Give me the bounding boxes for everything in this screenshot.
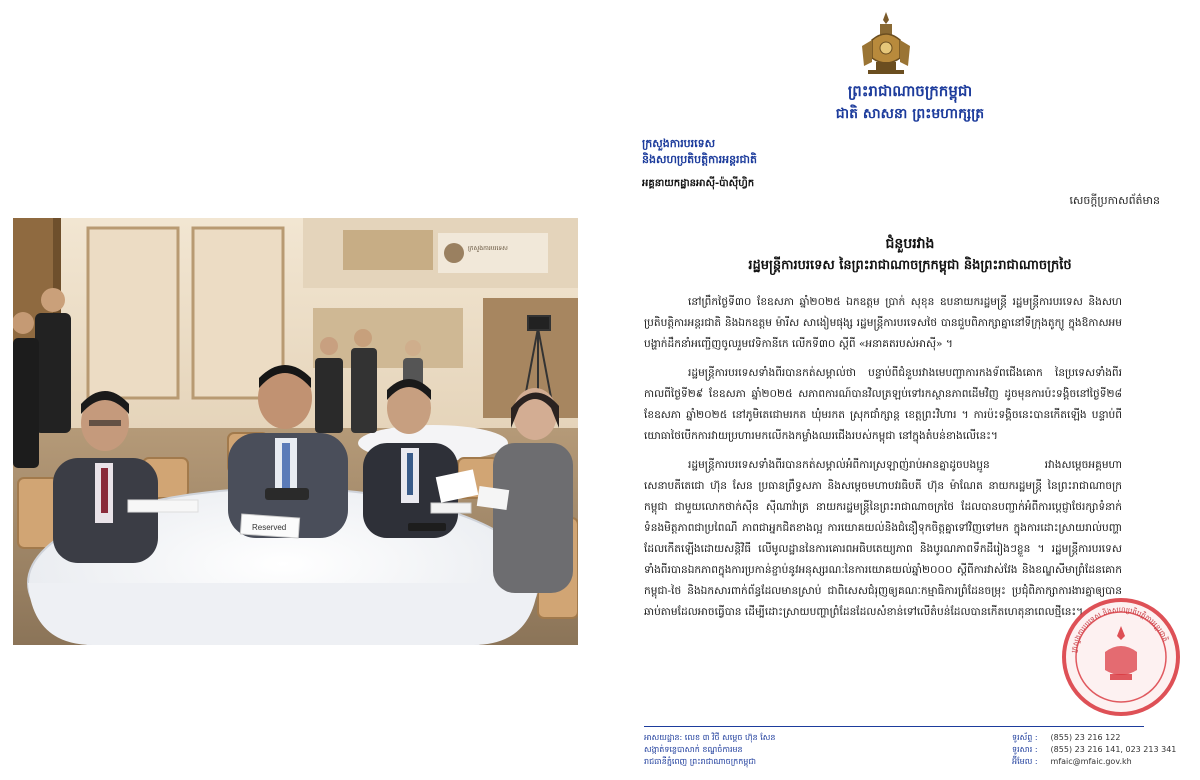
- email-row: [1012, 756, 1176, 768]
- reserved-card: [240, 514, 299, 538]
- footer-divider: [644, 726, 1144, 727]
- seal-text: ក្រសួងការបរទេស និងសហប្រតិបត្តិការអន្តរជាតិ: [1070, 605, 1170, 654]
- headline-line-2: រដ្ឋមន្ត្រីការបរទេស នៃព្រះរាជាណាចក្រកម្ពុជា និងព្រះរាជាណាចក្រថៃ: [748, 258, 1072, 273]
- department-name: អគ្គនាយកដ្ឋានអាស៊ី-ប៉ាស៊ីហ្វិក: [642, 178, 755, 189]
- paragraph-1: នៅព្រឹកថ្ងៃទី៣០ ខែឧសភា ឆ្នាំ២០២៥ ឯកឧត្តម ប្រាក់ សុខុន ឧបនាយករដ្ឋមន្ត្រី រដ្ឋមន្ត្រីការបរទេស និងសហប្រតិបត្តិការអន្តរជាតិ និងឯកឧត្តម ម៉ារីស សាងៀមផុង្ស រដ្ឋមន្ត្រីការបរទេសថៃ បានជួបពិភាក្សាគ្នានៅទីក្រុងតូក្យូ ក្នុងឱកាសអមបង្ហាក់ដឹកនាំអញ្ជើញចូលរួមវេទិកានីកេ លើកទី៣០ ស្តីពី «អនាគតរបស់អាស៊ី» ។: [644, 296, 1122, 350]
- email-value: mfaic@mfaic.gov.kh: [1050, 757, 1132, 766]
- fax-value: (855) 23 216 141, 023 213 341: [1050, 745, 1177, 754]
- paragraph-3: រដ្ឋមន្ត្រីការបរទេសទាំងពីរបានកត់សម្គាល់អំពីការស្រឡាញ់រាប់អានគ្នាដូចបងប្អូន រវាងសម្តេចអគ្គមហាសេនាបតីតេជោ ហ៊ុន សែន ប្រធានព្រឹទ្ធសភា និងសម្តេចមហាបវរធិបតី ហ៊ុន ម៉ាណែត នាយករដ្ឋមន្ត្រី នៃព្រះរាជាណាចក្រកម្ពុជា ជាមួយលោកថាក់ស៊ីន ស៊ីណាវ៉ាត្រ នាយករដ្ឋមន្ត្រីនៃព្រះរាជាណាចក្រថៃ ដែលបានបញ្ជាក់អំពីការប្តេជ្ញាថែរក្សាទំនាក់ទំនងមិត្តភាពជាប្រពៃណី ភាពជាអ្នកជិតខាងល្អ ការយោគយល់និងជំនឿទុកចិត្តគ្នាទៅវិញទៅមក ក្នុងការដោះស្រាយរាល់បញ្ហាដែលកើតឡើងដោយសន្តិវិធី លើមូលដ្ឋាននៃការគោរពអធិបតេយ្យភាព និងបូរណភាពទឹកដីរៀងៗខ្លួន ។ រដ្ឋមន្ត្រីការបរទេសទាំងពីរបានឯកភាពក្នុងការប្រកាន់ខ្ជាប់នូវអនុស្សរណៈនៃការយោគយល់ឆ្នាំ២០០០ ស្តីពីការវាស់វែង និងខណ្ឌសីមាព្រំដែនគោកកម្ពុជា-ថៃ និងឯកសារពាក់ព័ន្ធដែលមានស្រាប់ ជាពិសេសជំរុញឲ្យគណៈកម្មាធិការព្រំដែនចម្រុះ ប្រជុំពិភាក្សាការងារគ្នាឲ្យបានឆាប់តាមដែលអាចធ្វើបាន ដើម្បីដោះស្រាយបញ្ហាព្រំដែនដែលសំខាន់ទៅលើតំបន់ដែលបានកើតហេតុនាពេលថ្មីនេះ។: [644, 459, 1122, 618]
- address-line-3: រាជធានីភ្នំពេញ ព្រះរាជាណាចក្រកម្ពុជា: [644, 757, 756, 766]
- footer-contacts: [1012, 732, 1176, 768]
- official-seal: [1060, 596, 1182, 718]
- press-release-document: [620, 0, 1200, 780]
- fax-row: [1012, 744, 1176, 756]
- phone-value: (855) 23 216 122: [1050, 733, 1121, 742]
- meeting-photo: [13, 218, 578, 645]
- headline-line-1: ជំនួបរវាង: [885, 236, 935, 252]
- wall-logo: [438, 233, 548, 273]
- ministry-name-line-1: ក្រសួងការបរទេស: [642, 137, 716, 150]
- wall-logo-text: ក្រសួងការបរទេស: [468, 245, 508, 252]
- paragraph-2: រដ្ឋមន្ត្រីការបរទេសទាំងពីរបានកត់សម្គាល់ថា បន្ទាប់ពីជំនួបរវាងមេបញ្ជាការកងទ័ពជើងគោក នៃប្រទេសទាំងពីរកាលពីថ្ងៃទី២៩ ខែឧសភា ឆ្នាំ២០២៥ សភាពការណ៍បានវិលត្រឡប់ទៅរកស្ថានភាពដើមវិញ ដូចមុនការប៉ះទង្គិចនៅថ្ងៃទី២៨ ខែឧសភា ឆ្នាំ២០២៥ នៅភូមិតេជោមរកត ឃុំមរកត ស្រុកជាំក្សាន្ត ខេត្តព្រះវិហារ ។ ការប៉ះទង្គិចនេះបានកើតឡើង បន្ទាប់ពីយោធាថៃបើកការវាយប្រហារមកលើកងកម្លាំងឈរជើងរបស់កម្ពុជា នៅក្នុងតំបន់ខាងលើនេះ។: [644, 367, 1122, 442]
- kingdom-name: ព្រះរាជាណាចក្រកម្ពុជា: [847, 82, 973, 100]
- phone-row: [1012, 732, 1176, 744]
- phone-label: ទូរស័ព្ទ :: [1012, 733, 1038, 742]
- document-type-label: សេចក្តីប្រកាសព័ត៌មាន: [1069, 194, 1160, 207]
- address-line-1: អាសយដ្ឋាន: លេខ ៣ វិថី សម្តេច ហ៊ុន សែន: [644, 733, 776, 742]
- royal-crest-icon: [858, 10, 914, 76]
- footer-address: [644, 732, 775, 768]
- meeting-photo-illustration: [13, 218, 578, 645]
- press-release-body: [644, 292, 1122, 631]
- tablecloth-drape: [28, 583, 538, 645]
- national-motto: ជាតិ សាសនា ព្រះមហាក្សត្រ: [835, 106, 985, 122]
- fax-label: ទូរសារ :: [1012, 745, 1038, 754]
- ministry-name-line-2: និងសហប្រតិបត្តិការអន្តរជាតិ: [642, 153, 757, 166]
- reserved-card-text: Reserved: [252, 523, 287, 532]
- email-label: អ៊ីមែល :: [1012, 757, 1038, 766]
- address-line-2: សង្កាត់ទន្លេបាសាក់ ខណ្ឌចំការមន: [644, 745, 743, 754]
